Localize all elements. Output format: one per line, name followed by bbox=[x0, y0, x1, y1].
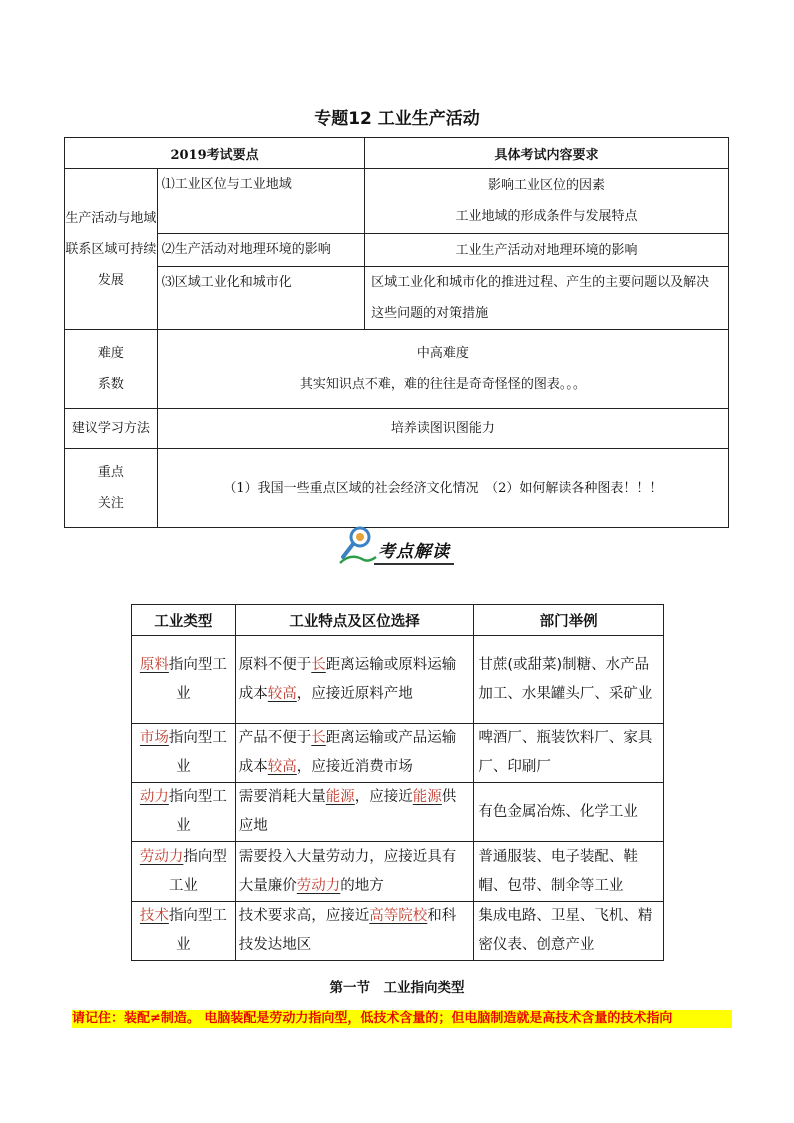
section-caption: 第一节 工业指向类型 bbox=[329, 980, 465, 996]
table-row bbox=[65, 449, 729, 528]
feature-text: 原料不便于 bbox=[238, 656, 312, 673]
type-text: 指向型工业 bbox=[168, 848, 227, 894]
table-row bbox=[132, 636, 664, 724]
difficulty-label bbox=[65, 330, 158, 409]
answer-fill: 原料 bbox=[139, 656, 169, 673]
table-row bbox=[65, 409, 729, 449]
answer-fill: 劳动力 bbox=[139, 848, 184, 865]
label-line: 关注 bbox=[97, 496, 124, 511]
label-line: 难度 bbox=[97, 346, 124, 361]
industry-type-table bbox=[131, 604, 664, 961]
feature-text: 需要投入大量劳动力，应接近具有大量廉价 bbox=[238, 848, 457, 894]
industry-example: 甘蔗(或甜菜)制糖、水产品加工、水果罐头厂、采矿业 bbox=[474, 636, 664, 724]
industry-example: 有色金属冶炼、化学工业 bbox=[474, 783, 664, 842]
content-line: 工业地域的形成条件与发展特点 bbox=[455, 209, 638, 224]
focus-value: （1）我国一些重点区域的社会经济文化情况 （2）如何解读各种图表！！！ bbox=[157, 449, 728, 528]
header-exam-points: 2019考试要点 bbox=[65, 138, 365, 169]
answer-fill: 能源 bbox=[325, 789, 355, 805]
table-row bbox=[132, 724, 664, 783]
header-example: 部门举例 bbox=[474, 605, 664, 636]
type-text: 指向型工业 bbox=[168, 656, 227, 702]
answer-fill: 市场 bbox=[139, 730, 169, 746]
table-row bbox=[65, 169, 729, 234]
industry-feature bbox=[235, 724, 474, 783]
type-text: 指向型工业 bbox=[168, 730, 227, 775]
content-line: 影响工业区位的因素 bbox=[488, 178, 606, 193]
feature-text: 距离运输或原料运输成本 bbox=[238, 656, 457, 702]
table-row bbox=[65, 267, 729, 330]
feature-text: 产品不便于 bbox=[238, 730, 312, 746]
difficulty-note: 其实知识点不难，难的往往是奇奇怪怪的图表。。。 bbox=[299, 377, 586, 392]
exam-point: ⑶区域工业化和城市化 bbox=[157, 267, 364, 330]
difficulty-line: 中高难度 bbox=[416, 346, 469, 361]
category-cell: 生产活动与地域联系区域可持续发展 bbox=[65, 169, 158, 330]
exam-point: ⑵生产活动对地理环境的影响 bbox=[157, 234, 364, 267]
answer-fill: 长 bbox=[311, 656, 326, 673]
feature-text: 和科技发达地区 bbox=[238, 908, 457, 953]
industry-feature bbox=[235, 842, 474, 902]
feature-text: ，应接近消费市场 bbox=[296, 759, 413, 775]
magnifier-icon bbox=[338, 523, 378, 569]
type-text: 指向型工业 bbox=[168, 789, 227, 834]
answer-fill: 劳动力 bbox=[296, 877, 341, 894]
industry-example: 集成电路、卫星、飞机、精密仪表、创意产业 bbox=[474, 902, 664, 961]
table-row bbox=[65, 330, 729, 409]
highlight-note: 请记住：装配≠制造。 电脑装配是劳动力指向型，低技术含量的；但电脑制造就是高技术含量的技术指向 bbox=[72, 1010, 732, 1028]
type-text: 指向型工业 bbox=[168, 908, 227, 953]
industry-example: 普通服装、电子装配、鞋帽、包带、制伞等工业 bbox=[474, 842, 664, 902]
industry-type bbox=[132, 902, 236, 961]
logo-text: 考点解读 bbox=[378, 542, 450, 562]
feature-text: ，应接近 bbox=[354, 789, 413, 805]
method-value: 培养读图识图能力 bbox=[157, 409, 728, 449]
industry-feature bbox=[235, 636, 474, 724]
page-title: 专题12 工业生产活动 bbox=[314, 109, 480, 129]
logo-underline bbox=[374, 563, 454, 565]
industry-feature bbox=[235, 783, 474, 842]
table-header-row bbox=[132, 605, 664, 636]
method-label: 建议学习方法 bbox=[65, 409, 158, 449]
industry-type bbox=[132, 724, 236, 783]
industry-type bbox=[132, 783, 236, 842]
feature-text: 技术要求高，应接近 bbox=[238, 908, 370, 924]
section-logo bbox=[338, 523, 458, 569]
table-row bbox=[132, 902, 664, 961]
answer-fill: 动力 bbox=[139, 789, 169, 805]
feature-text: 的地方 bbox=[340, 877, 384, 894]
feature-text: 距离运输或产品运输成本 bbox=[238, 730, 457, 775]
feature-text: 供应地 bbox=[238, 789, 457, 834]
answer-fill: 较高 bbox=[267, 759, 297, 775]
table-row bbox=[132, 783, 664, 842]
table-row bbox=[132, 842, 664, 902]
exam-content bbox=[365, 169, 729, 234]
answer-fill: 长 bbox=[311, 730, 326, 746]
exam-content: 工业生产活动对地理环境的影响 bbox=[365, 234, 729, 267]
exam-point: ⑴工业区位与工业地域 bbox=[157, 169, 364, 234]
industry-feature bbox=[235, 902, 474, 961]
table-header-row bbox=[65, 138, 729, 169]
exam-requirements-table bbox=[64, 137, 729, 528]
feature-text: 需要消耗大量 bbox=[238, 789, 326, 805]
focus-label bbox=[65, 449, 158, 528]
answer-fill: 高等院校 bbox=[369, 908, 428, 924]
header-content-requirements: 具体考试内容要求 bbox=[365, 138, 729, 169]
industry-example: 啤酒厂、瓶装饮料厂、家具厂、印刷厂 bbox=[474, 724, 664, 783]
exam-content: 区域工业化和城市化的推进过程、产生的主要问题以及解决这些问题的对策措施 bbox=[365, 267, 729, 330]
label-line: 重点 bbox=[97, 465, 124, 480]
difficulty-value bbox=[157, 330, 728, 409]
industry-type bbox=[132, 842, 236, 902]
table-row bbox=[65, 234, 729, 267]
industry-type bbox=[132, 636, 236, 724]
answer-fill: 较高 bbox=[267, 685, 297, 702]
header-feature: 工业特点及区位选择 bbox=[235, 605, 474, 636]
answer-fill: 能源 bbox=[412, 789, 442, 805]
header-type: 工业类型 bbox=[132, 605, 236, 636]
feature-text: ，应接近原料产地 bbox=[296, 685, 413, 702]
answer-fill: 技术 bbox=[139, 908, 169, 924]
label-line: 系数 bbox=[97, 377, 124, 392]
